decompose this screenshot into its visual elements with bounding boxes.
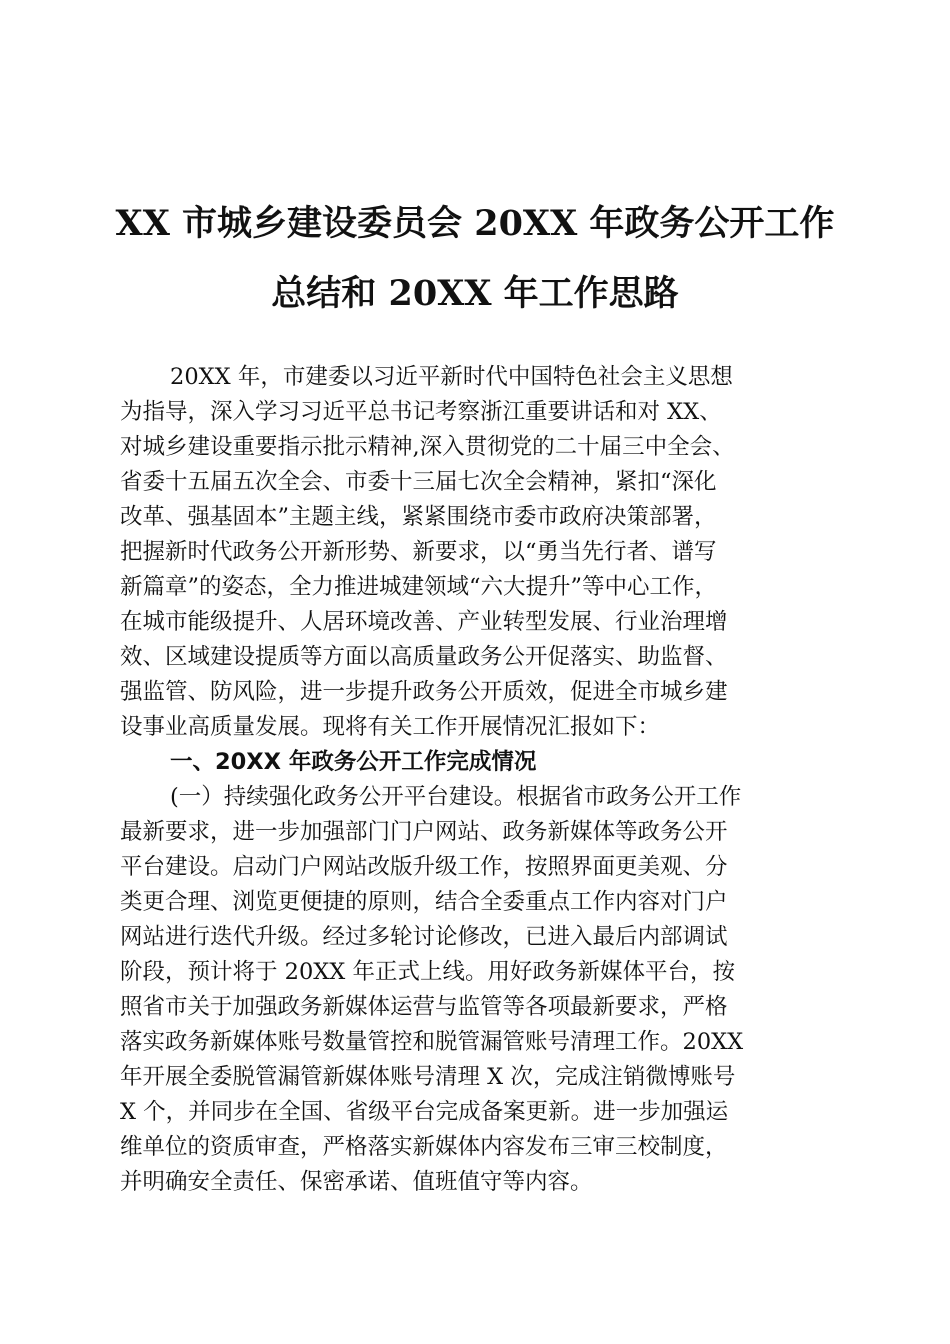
- paragraph-line: 阶段，预计将于 20XX 年正式上线。用好政务新媒体平台，按: [120, 959, 735, 985]
- paragraph-line: 网站进行迭代升级。经过多轮讨论修改，已进入最后内部调试: [120, 924, 728, 950]
- intro-line: 把握新时代政务公开新形势、新要求，以“勇当先行者、谱写: [120, 539, 717, 565]
- intro-line: 改革、强基固本”主题主线，紧紧围绕市委市政府决策部署，: [120, 504, 717, 530]
- intro-line: 效、区域建设提质等方面以高质量政务公开促落实、助监督、: [120, 644, 728, 670]
- paragraph-line: 并明确安全责任、保密承诺、值班值守等内容。: [120, 1169, 593, 1195]
- intro-line: 为指导，深入学习习近平总书记考察浙江重要讲话和对 XX、: [120, 399, 722, 425]
- paragraph-line: 最新要求，进一步加强部门门户网站、政务新媒体等政务公开: [120, 819, 728, 845]
- paragraph-line: X 个，并同步在全国、省级平台完成备案更新。进一步加强运: [120, 1099, 729, 1125]
- paragraph-line: (一）持续强化政务公开平台建设。根据省市政务公开工作: [170, 784, 742, 810]
- paragraph-line: 类更合理、浏览更便捷的原则，结合全委重点工作内容对门户: [120, 889, 728, 915]
- paragraph-line: 维单位的资质审查，严格落实新媒体内容发布三审三校制度，: [120, 1134, 728, 1160]
- section-heading: 一、20XX 年政务公开工作完成情况: [170, 749, 537, 775]
- paragraph-line: 平台建设。启动门户网站改版升级工作，按照界面更美观、分: [120, 854, 728, 880]
- intro-line: 新篇章”的姿态，全力推进城建领域“六大提升”等中心工作，: [120, 574, 718, 600]
- intro-line: 省委十五届五次全会、市委十三届七次全会精神，紧扣“深化: [120, 469, 717, 495]
- paragraph-line: 年开展全委脱管漏管新媒体账号清理 X 次，完成注销微博账号: [120, 1064, 736, 1090]
- document-title-line-1: XX 市城乡建设委员会 20XX 年政务公开工作: [115, 203, 835, 244]
- paragraph-line: 照省市关于加强政务新媒体运营与监管等各项最新要求，严格: [120, 994, 728, 1020]
- intro-line: 设事业高质量发展。现将有关工作开展情况汇报如下：: [120, 714, 661, 740]
- intro-line: 对城乡建设重要指示批示精神,深入贯彻党的二十届三中全会、: [120, 434, 735, 460]
- document-body: [120, 360, 832, 1200]
- document-title-line-2: 总结和 20XX 年工作思路: [271, 273, 679, 314]
- paragraph-line: 落实政务新媒体账号数量管控和脱管漏管账号清理工作。20XX: [120, 1029, 744, 1055]
- intro-line: 20XX 年，市建委以习近平新时代中国特色社会主义思想: [170, 364, 733, 390]
- intro-line: 在城市能级提升、人居环境改善、产业转型发展、行业治理增: [120, 609, 728, 635]
- intro-line: 强监管、防风险，进一步提升政务公开质效，促进全市城乡建: [120, 679, 728, 705]
